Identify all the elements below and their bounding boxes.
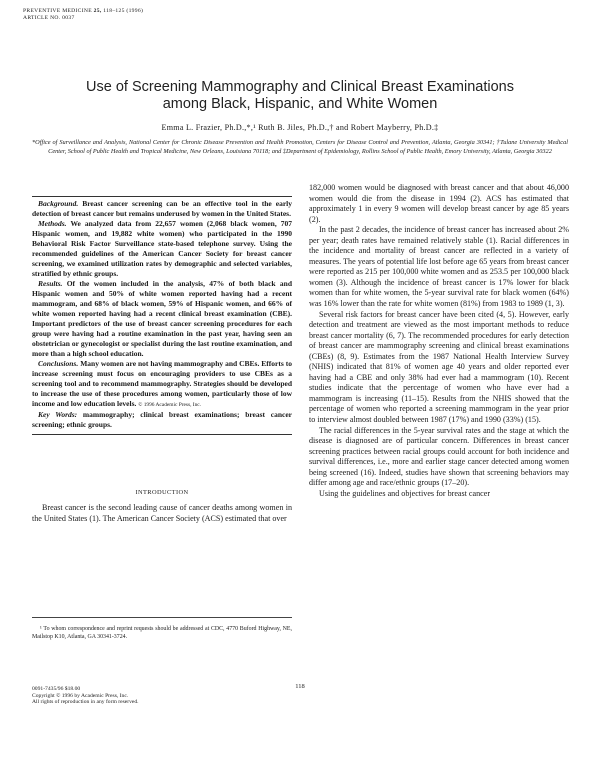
right-column [309,183,569,499]
abstract-copyright: © 1996 Academic Press, Inc. [138,402,202,408]
abstract-conclusions-text: Many women are not having mammography and CBEs. Efforts to increase screening must focus on encouraging providers to use CBEs as a screening tool and to recommend mammography. Strategies should be developed to increase the use of these procedures among women, particularly those of low income and low education levels. [32,359,292,408]
body-paragraph: Several risk factors for breast cancer have been cited (4, 5). However, early detection and treatment are viewed as the most important methods to reduce breast cancer mortality (6, 7). The recommended procedures for early detection of breast cancer are mammography screening and clinical breast examinations (CBEs) (8, 9). Estimates from the 1987 National Health Interview Survey (NHIS) indicated that 81% of women age 40 years and older reported ever having had a CBE and only 38% had ever had a mammogram (10). Recent studies indicate that the percentage of women who have ever had a mammogram is increasing (11–15). Results from the NHIS showed that the percentage of women who reported a screening mammogram in the year prior to interview almost doubled between 1987 (17%) and 1990 (33%) (15). [309,309,569,425]
journal-pages-year: 118–125 (1996) [103,8,144,14]
keywords-label: Key Words: [38,410,78,419]
abstract [32,196,292,435]
article-number: ARTICLE NO. 0037 [23,15,75,21]
body-paragraph: In the past 2 decades, the incidence of breast cancer has increased about 2% per year; death rates have remained relatively stable (1). Racial differences in the incidence and mortality of breast cancer are reflected in a variety of measures. The years of potential life lost before age 65 years from breast cancer were reported as 215 per 100,000 white women and as 253.5 per 100,000 black women (3). Although the incidence of breast cancer is 17% lower for black women than for white women, the 5-year survival rate for black women (64%) was 16% lower than the rate for white women (81%) from 1983 to 1989 (1, 3). [309,225,569,309]
footnote [32,617,292,641]
body-paragraph: 182,000 women would be diagnosed with breast cancer and that about 46,000 women would die from the disease in 1994 (2). ACS has estimated that approximately 1 in every 9 women will develop breast cancer by age 85 years (2). [309,183,569,224]
publisher-copyright: Copyright © 1996 by Academic Press, Inc. [32,692,129,699]
affiliations: *Office of Surveillance and Analysis, National Center for Chronic Disease Prevention and Health Promotion, Centers for Disease Control and Prevention, Atlanta, Georgia 30341; †Tulane University Medical Center, School of Public Health and Tropical Medicine, New Orleans, Louisiana 70118; and ‡Department of Epidemiology, Rollins School of Public Health, Emory University, Atlanta, Georgia 30322 [32,139,568,155]
abstract-results-text: Of the women included in the analysis, 47% of both black and Hispanic women and 50% of white women reported having had a recent mammogram, and 68% of black women, 59% of Hispanic women, and 66% of white women reported having had a recent clinical breast examination (CBE). Important predictors of the use of breast cancer screening procedures for each group were having had a routine examination in the past year, having seen an obstetrician or gynecologist or specialist during the last routine examination, and more than a high school education. [32,279,292,358]
rights-statement: All rights of reproduction in any form reserved. [32,699,139,706]
running-header [23,8,143,22]
abstract-methods-text: We analyzed data from 22,657 women (2,068 black women, 707 Hispanic women, and 19,882 white women) who participated in the 1990 Behavioral Risk Factor Surveillance state-based telephone survey. Using the recommended guidelines of the American Cancer Society for breast cancer screening, we examined utilization rates by demographic and selected variables, stratified by ethnic groups. [32,219,292,278]
paper-title [40,79,560,113]
body-paragraph: Using the guidelines and objectives for breast cancer [319,488,491,498]
abstract-background [32,199,292,219]
abstract-background-label: Background. [38,199,79,208]
abstract-conclusions [32,359,292,410]
issn-price: 0091-7435/96 $18.00 [32,686,81,692]
journal-volume: 25, [93,8,102,14]
abstract-results-label: Results. [38,279,63,288]
footnote-text: ¹ To whom correspondence and reprint requests should be addressed at CDC, 4770 Buford Highway, NE, Mailstop K10, Atlanta, GA 30341-3724. [32,626,292,641]
authors: Emma L. Frazier, Ph.D.,*,¹ Ruth B. Jiles, Ph.D.,† and Robert Mayberry, Ph.D.‡ [161,123,439,132]
body-paragraph: The racial differences in the 5-year survival rates and the stage at which the disease is diagnosed are of particular concern. Differences in breast cancer screening practices between racial groups could account for both incidence and survival differences, i.e., more and earlier stage cancer detected among women being screened (16). Indeed, studies have shown that screening behaviors may differ among age and race/ethnic groups (17–20). [309,425,569,488]
abstract-results [32,279,292,359]
introduction-paragraph: Breast cancer is the second leading cause of cancer deaths among women in the United States (1). The American Cancer Society (ACS) estimated that over [32,503,292,523]
title-line-2: among Black, Hispanic, and White Women [162,96,438,112]
abstract-methods [32,219,292,279]
journal-name: PREVENTIVE MEDICINE [23,8,92,14]
page-number: 118 [295,683,305,690]
introduction-heading: INTRODUCTION [135,489,189,496]
keywords-text: mammography; clinical breast examinations; breast cancer screening; ethnic groups. [32,410,292,429]
title-line-1: Use of Screening Mammography and Clinical Breast Examinations [86,79,514,95]
abstract-keywords [32,410,292,430]
abstract-methods-label: Methods. [38,219,67,228]
abstract-conclusions-label: Conclusions. [38,359,79,368]
left-column [32,196,292,524]
abstract-background-text: Breast cancer screening can be an effective tool in the early detection of breast cancer but remains underused by women in the United States. [32,199,292,218]
